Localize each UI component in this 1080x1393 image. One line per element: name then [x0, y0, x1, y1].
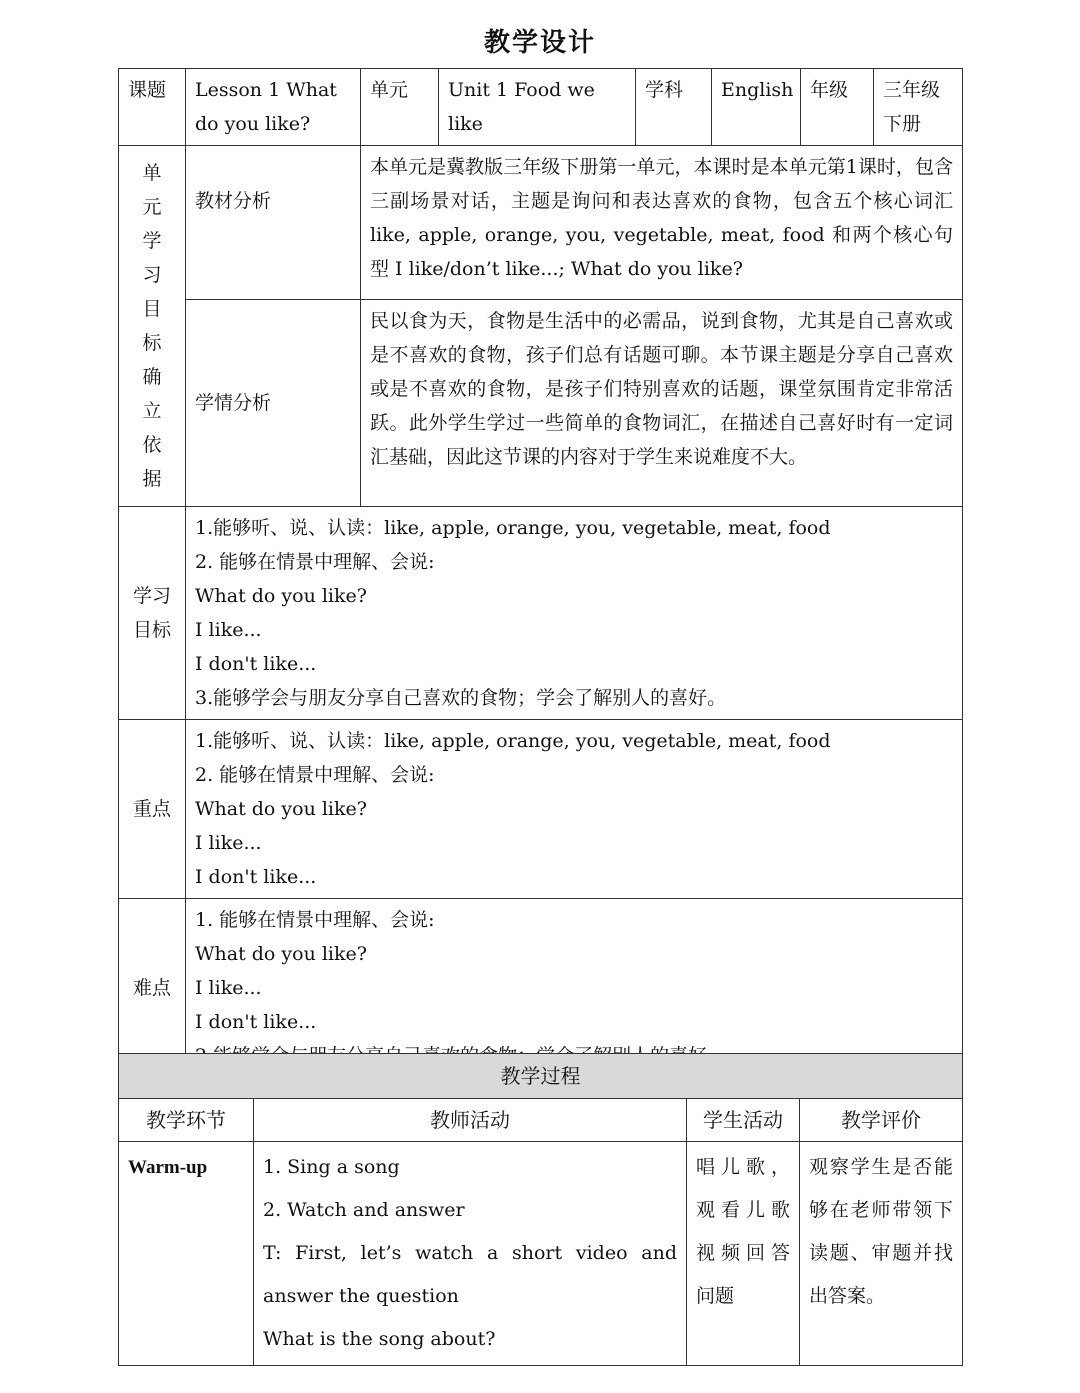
teacher-line: What is the song about?	[263, 1328, 496, 1350]
goals-line: 3.能够学会与朋友分享自己喜欢的食物；学会了解别人的喜好。	[195, 687, 727, 709]
basis-label: 单 元 学 习 目 标 确 立 依 据	[119, 146, 186, 507]
lesson-value: Lesson 1 What do you like?	[186, 69, 361, 146]
subject-value: English	[712, 69, 801, 146]
goals-line: I don't like...	[195, 653, 317, 675]
stage-cell: Warm-up	[119, 1142, 254, 1366]
goals-line: What do you like?	[195, 585, 367, 607]
material-text: 本单元是冀教版三年级下册第一单元，本课时是本单元第1课时，包含三副场景对话，主题是询问和表达喜欢的食物，包含五个核心词汇 like, apple, orange, you, vegetable, meat, food 和两个核心句型 I like/don’t like...; What do you like?	[361, 146, 963, 300]
goals-content	[186, 507, 963, 720]
goals-line: I like...	[195, 619, 262, 641]
info-row	[119, 69, 963, 146]
difficult-content	[186, 899, 963, 1078]
difficult-line: I don't like...	[195, 1011, 317, 1033]
difficult-line: 1. 能够在情景中理解、会说:	[195, 909, 435, 931]
header-stage: 教学环节	[119, 1099, 254, 1142]
key-line: What do you like?	[195, 798, 367, 820]
key-content	[186, 720, 963, 899]
difficult-row	[119, 899, 963, 1078]
student-activity-cell: 唱儿歌，观看儿歌视频回答问题	[687, 1142, 800, 1366]
lesson-label: 课题	[119, 69, 186, 146]
goals-row	[119, 507, 963, 720]
process-header-row	[119, 1099, 963, 1142]
subject-label: 学科	[636, 69, 712, 146]
evaluation-cell: 观察学生是否能够在老师带领下读题、审题并找出答案。	[800, 1142, 963, 1366]
unit-label: 单元	[361, 69, 439, 146]
teacher-line: 1. Sing a song	[263, 1156, 400, 1178]
key-label: 重点	[119, 720, 186, 899]
student-label: 学情分析	[186, 300, 361, 507]
student-text: 民以食为天，食物是生活中的必需品，说到食物，尤其是自己喜欢或是不喜欢的食物，孩子们总有话题可聊。本节课主题是分享自己喜欢或是不喜欢的食物，是孩子们特别喜欢的话题，课堂氛围肯定非常活跃。此外学生学过一些简单的食物词汇，在描述自己喜好时有一定词汇基础，因此这节课的内容对于学生来说难度不大。	[361, 300, 963, 507]
key-line: I like...	[195, 832, 262, 854]
header-evaluation: 教学评价	[800, 1099, 963, 1142]
process-title-row	[119, 1054, 963, 1099]
grade-label: 年级	[801, 69, 874, 146]
student-row	[119, 300, 963, 507]
unit-value: Unit 1 Food we like	[439, 69, 636, 146]
key-line: 2. 能够在情景中理解、会说:	[195, 764, 435, 786]
difficult-label: 难点	[119, 899, 186, 1078]
teacher-line: 2. Watch and answer	[263, 1199, 465, 1221]
warmup-row	[119, 1142, 963, 1366]
key-line: I don't like...	[195, 866, 317, 888]
goals-line: 2. 能够在情景中理解、会说:	[195, 551, 435, 573]
process-title: 教学过程	[119, 1054, 963, 1099]
grade-value: 三年级下册	[874, 69, 963, 146]
material-label: 教材分析	[186, 146, 361, 300]
lesson-design-table	[118, 68, 963, 1078]
key-line: 1.能够听、说、认读：like, apple, orange, you, vegetable, meat, food	[195, 730, 831, 752]
difficult-line: What do you like?	[195, 943, 367, 965]
difficult-line: I like...	[195, 977, 262, 999]
goals-label: 学习目标	[119, 507, 186, 720]
teacher-cell	[254, 1142, 687, 1366]
key-row	[119, 720, 963, 899]
teacher-line: T: First, let’s watch a short video and answer the question	[263, 1242, 677, 1307]
material-row	[119, 146, 963, 300]
goals-line: 1.能够听、说、认读：like, apple, orange, you, vegetable, meat, food	[195, 517, 831, 539]
header-student: 学生活动	[687, 1099, 800, 1142]
teaching-process-table	[118, 1053, 963, 1366]
header-teacher: 教师活动	[254, 1099, 687, 1142]
page-title: 教学设计	[483, 28, 596, 58]
